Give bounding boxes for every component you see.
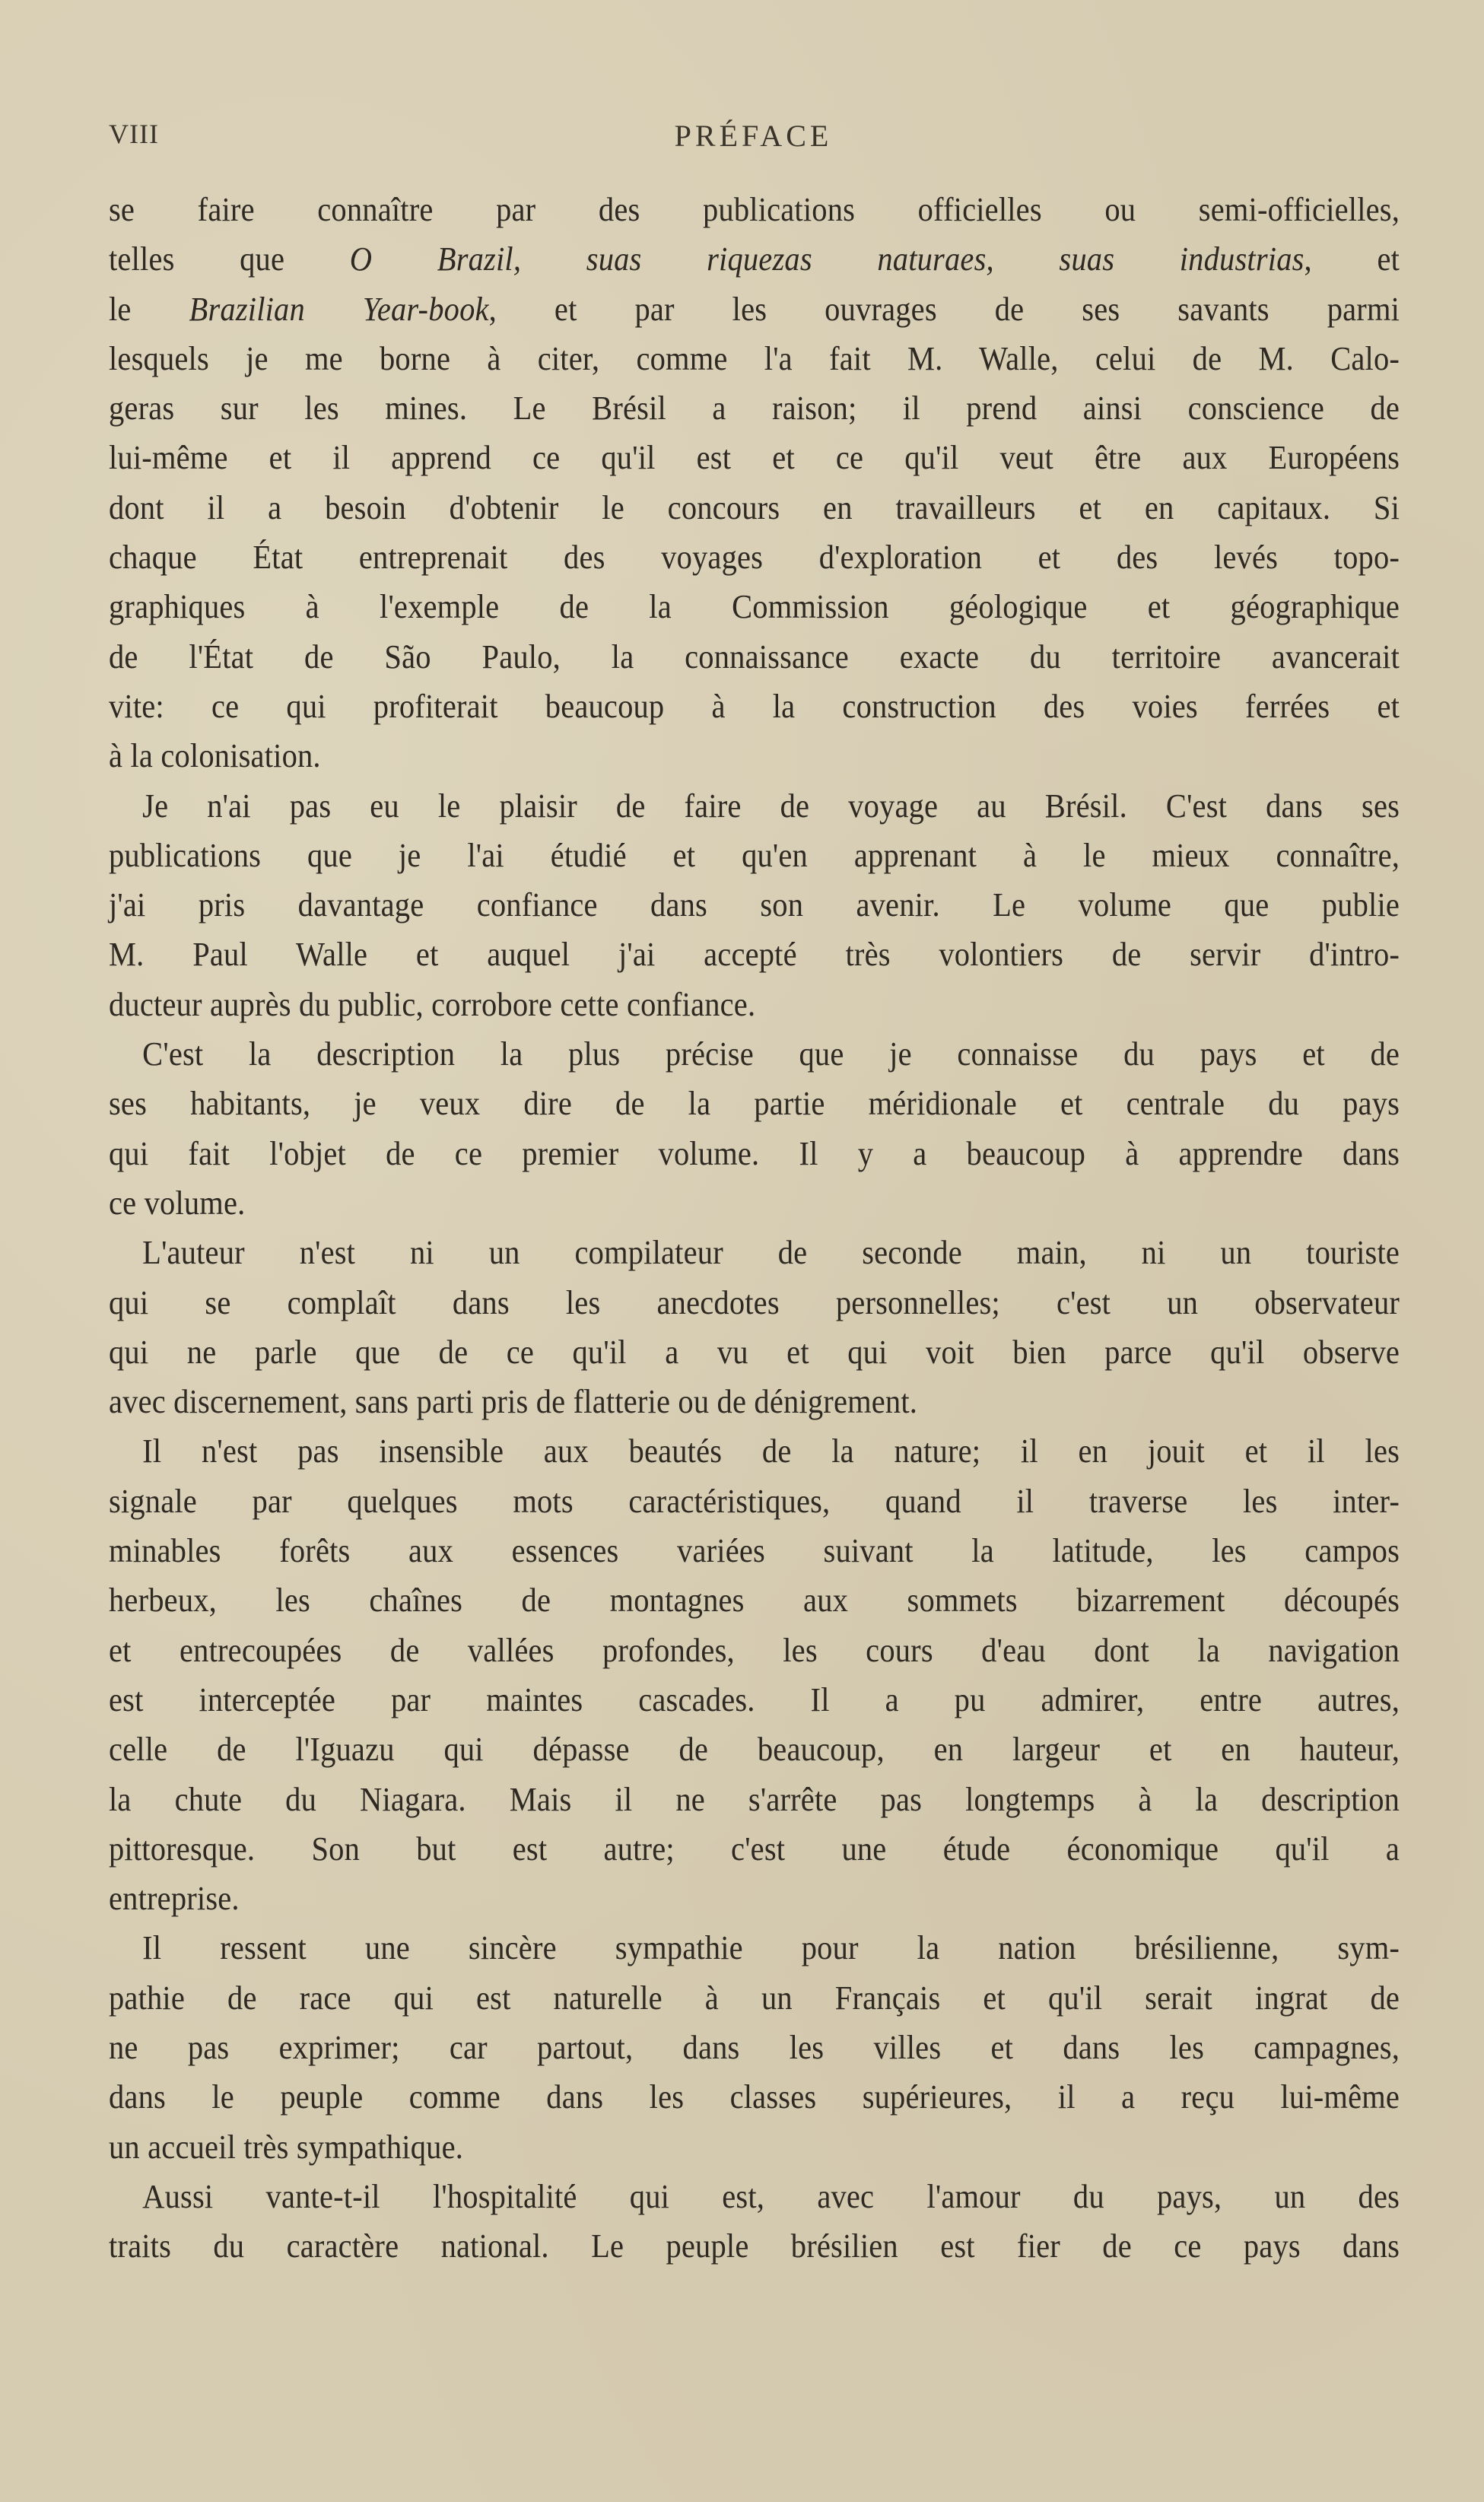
text-line: pittoresque. Son but est autre; c'est une étude économique qu'il a [109, 1830, 1400, 1868]
text-line: dont il a besoin d'obtenir le concours en travailleurs et en capitaux. Si [109, 488, 1400, 526]
paragraph [109, 1228, 1400, 1426]
text-line: Il ressent une sincère sympathie pour la nation brésilienne, sym- [142, 1929, 1400, 1967]
text-line: de l'État de São Paulo, la connaissance exacte du territoire avancerait [109, 637, 1400, 676]
text-line: chaque État entreprenait des voyages d'exploration et des levés topo- [109, 539, 1400, 577]
text-line: se faire connaître par des publications officielles ou semi-officielles, [109, 191, 1400, 228]
text-line: vite: ce qui profiterait beaucoup à la construction des voies ferrées et [109, 687, 1400, 725]
page-number: VIII [109, 119, 159, 149]
text-line: qui se complaît dans les anecdotes personnelles; c'est un observateur [109, 1283, 1400, 1321]
text-line: pathie de race qui est naturelle à un Français et qu'il serait ingrat de [109, 1979, 1400, 2017]
running-head [109, 118, 1398, 164]
text-line: Il n'est pas insensible aux beautés de la nature; il en jouit et il les [142, 1432, 1400, 1470]
text-line: à la colonisation. [109, 737, 321, 775]
text-line: traits du caractère national. Le peuple brésilien est fier de ce pays dans [109, 2227, 1400, 2265]
text-line: entreprise. [109, 1880, 240, 1918]
text-line: j'ai pris davantage confiance dans son avenir. Le volume que publie [109, 886, 1400, 924]
text-line: publications que je l'ai étudié et qu'en apprenant à le mieux connaître, [109, 836, 1400, 874]
text-line: est interceptée par maintes cascades. Il a pu admirer, entre autres, [109, 1680, 1400, 1718]
text-line: Je n'ai pas eu le plaisir de faire de voyage au Brésil. C'est dans ses [142, 787, 1400, 825]
text-line: telles que O Brazil, suas riquezas naturaes, suas industrias, et [109, 240, 1400, 278]
body-text [109, 185, 1400, 2271]
text-line: celle de l'Iguazu qui dépasse de beaucoup, en largeur et en hauteur, [109, 1731, 1400, 1769]
text-line: ne pas exprimer; car partout, dans les villes et dans les campagnes, [109, 2028, 1400, 2066]
text-line: minables forêts aux essences variées suivant la latitude, les campos [109, 1532, 1400, 1570]
italic-title: O Brazil, suas riquezas naturaes, suas industrias [349, 240, 1304, 278]
text-line: dans le peuple comme dans les classes supérieures, il a reçu lui-même [109, 2078, 1400, 2116]
text-line: avec discernement, sans parti pris de flatterie ou de dénigrement. [109, 1383, 918, 1421]
text-line: le Brazilian Year-book, et par les ouvrages de ses savants parmi [109, 290, 1400, 328]
paragraph [109, 2172, 1400, 2272]
paragraph [109, 1426, 1400, 1923]
text-line: lui-même et il apprend ce qu'il est et ce qu'il veut être aux Européens [109, 439, 1400, 477]
text-line: L'auteur n'est ni un compilateur de seconde main, ni un touriste [142, 1234, 1400, 1272]
text-line: la chute du Niagara. Mais il ne s'arrête pas longtemps à la description [109, 1780, 1400, 1818]
text-line: Aussi vante-t-il l'hospitalité qui est, avec l'amour du pays, un des [142, 2177, 1400, 2215]
italic-title: Brazilian Year-book [189, 290, 489, 328]
text-line: ducteur auprès du public, corrobore cette confiance. [109, 985, 756, 1023]
text-line: M. Paul Walle et auquel j'ai accepté très volontiers de servir d'intro- [109, 936, 1400, 974]
paragraph [109, 1923, 1400, 2171]
text-line: herbeux, les chaînes de montagnes aux sommets bizarrement découpés [109, 1582, 1400, 1620]
text-line: un accueil très sympathique. [109, 2128, 464, 2166]
text-line: qui fait l'objet de ce premier volume. Il y a beaucoup à apprendre dans [109, 1134, 1400, 1172]
text-line: graphiques à l'exemple de la Commission géologique et géographique [109, 588, 1400, 626]
text-line: C'est la description la plus précise que je connaisse du pays et de [142, 1035, 1400, 1073]
text-line: ce volume. [109, 1184, 246, 1222]
running-title: PRÉFACE [674, 119, 833, 153]
paragraph [109, 185, 1400, 781]
paragraph [109, 781, 1400, 1029]
text-line: qui ne parle que de ce qu'il a vu et qui voit bien parce qu'il observe [109, 1333, 1400, 1371]
text-line: signale par quelques mots caractéristiques, quand il traverse les inter- [109, 1482, 1400, 1520]
text-line: geras sur les mines. Le Brésil a raison; il prend ainsi conscience de [109, 389, 1400, 428]
paragraph [109, 1029, 1400, 1228]
text-line: ses habitants, je veux dire de la partie méridionale et centrale du pays [109, 1085, 1400, 1123]
text-line: lesquels je me borne à citer, comme l'a fait M. Walle, celui de M. Calo- [109, 339, 1400, 377]
text-line: et entrecoupées de vallées profondes, les cours d'eau dont la navigation [109, 1631, 1400, 1669]
